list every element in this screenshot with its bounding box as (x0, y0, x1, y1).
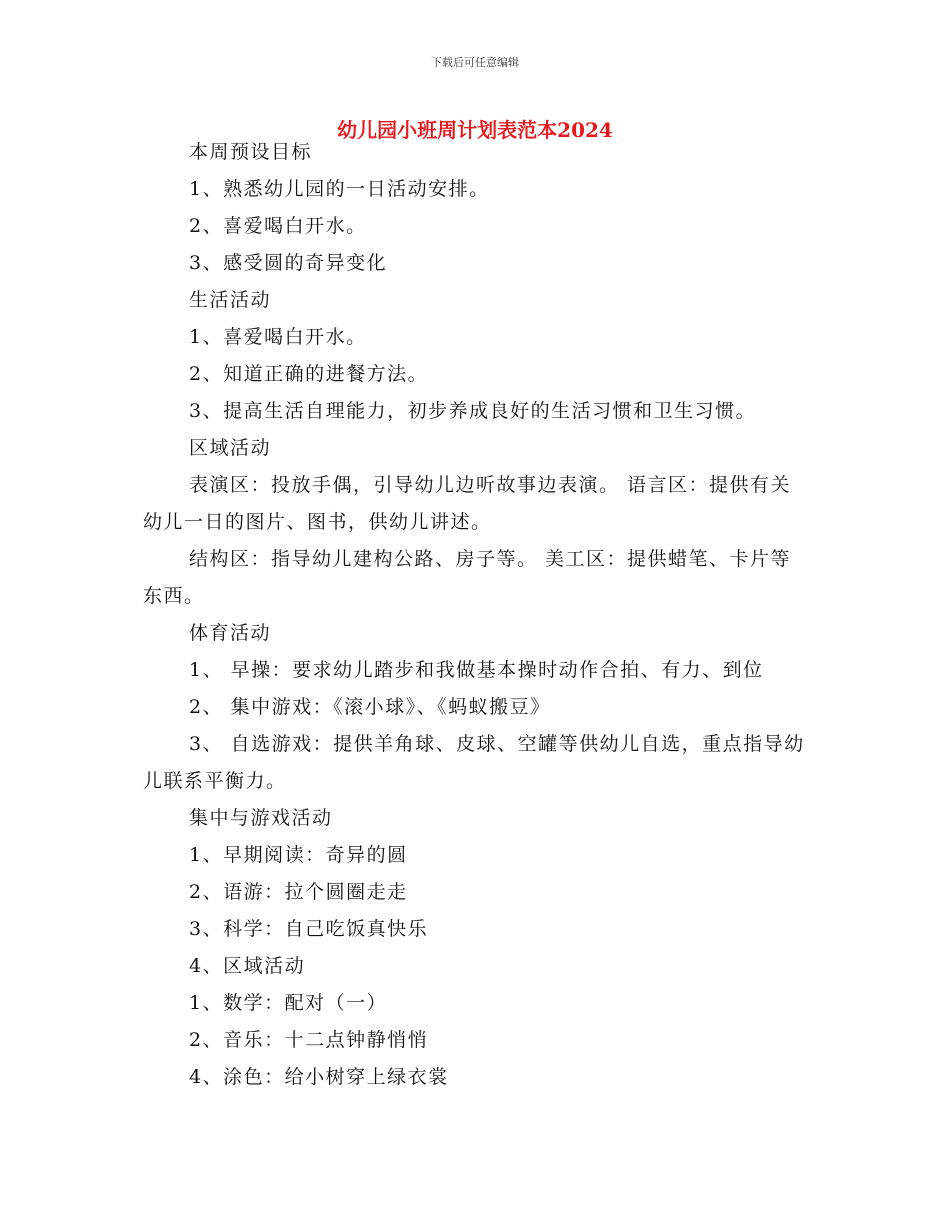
paragraph: 3、提高生活自理能力，初步养成良好的生活习惯和卫生习惯。 (189, 400, 757, 422)
paragraph: 4、涂色：给小树穿上绿衣裳 (189, 1066, 449, 1088)
paragraph: 1、数学：配对（一） (189, 992, 388, 1014)
paragraph: 3、感受圆的奇异变化 (189, 252, 388, 274)
paragraph: 2、喜爱喝白开水。 (189, 215, 367, 237)
paragraph: 2、 集中游戏：《滚小球》、《蚂蚁搬豆》 (189, 696, 551, 718)
paragraph: 1、早期阅读：奇异的圆 (189, 844, 408, 866)
paragraph: 2、知道正确的进餐方法。 (189, 363, 429, 385)
section-heading-life: 生活活动 (189, 289, 272, 311)
paragraph: 1、 早操：要求幼儿踏步和我做基本操时动作合拍、有力、到位 (189, 659, 764, 681)
section-heading-pe: 体育活动 (189, 622, 272, 644)
paragraph: 3、科学：自己吃饭真快乐 (189, 918, 429, 940)
section-heading-group: 集中与游戏活动 (189, 807, 333, 829)
section-heading-area: 区域活动 (189, 437, 272, 459)
paragraph: 3、 自选游戏：提供羊角球、皮球、空罐等供幼儿自选，重点指导幼儿联系平衡力。 (143, 733, 805, 792)
document-title: 幼儿园小班周计划表范本2024 (337, 118, 613, 142)
paragraph: 2、音乐：十二点钟静悄悄 (189, 1029, 429, 1051)
paragraph: 1、熟悉幼儿园的一日活动安排。 (189, 178, 490, 200)
paragraph: 表演区：投放手偶，引导幼儿边听故事边表演。 语言区：提供有关幼儿一日的图片、图书，供幼儿讲述。 (143, 474, 792, 533)
page-header: 下载后可任意编辑 (431, 56, 519, 69)
paragraph: 4、区域活动 (189, 955, 306, 977)
document-body (143, 134, 808, 1096)
paragraph: 2、语游：拉个圆圈走走 (189, 881, 408, 903)
paragraph: 结构区：指导幼儿建构公路、房子等。 美工区：提供蜡笔、卡片等东西。 (143, 548, 792, 607)
paragraph: 1、喜爱喝白开水。 (189, 326, 367, 348)
section-heading-goals: 本周预设目标 (189, 141, 313, 163)
